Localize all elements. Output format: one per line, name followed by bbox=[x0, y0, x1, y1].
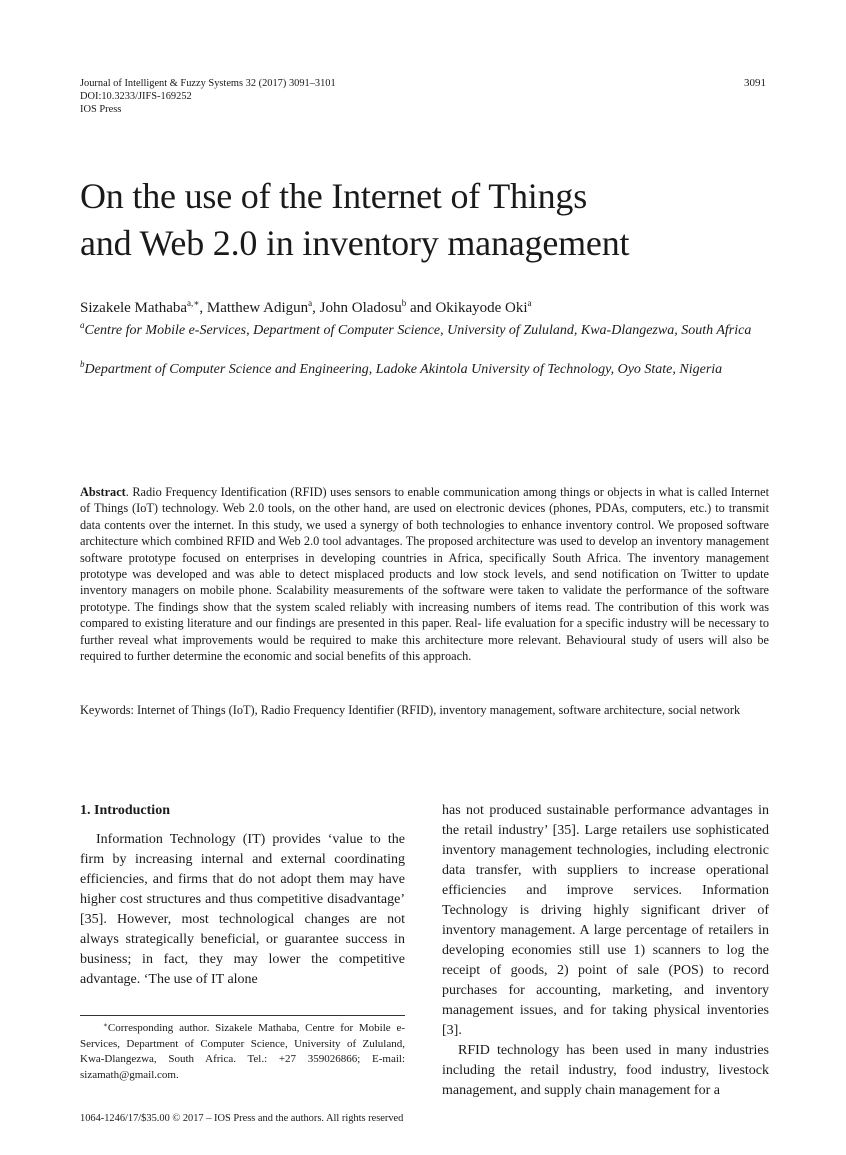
abstract-label: Abstract bbox=[80, 485, 126, 499]
author-affiliation-mark: a,∗ bbox=[187, 298, 200, 308]
author-separator: , bbox=[199, 300, 207, 316]
affiliation-text: Centre for Mobile e-Services, Department of Computer Science, University of Zululand, Kwa-Dlangezwa, South Africa bbox=[84, 323, 752, 338]
copyright-notice: 1064-1246/17/$35.00 © 2017 – IOS Press and the authors. All rights reserved bbox=[80, 1113, 404, 1124]
page-number: 3091 bbox=[744, 77, 766, 89]
abstract bbox=[80, 484, 769, 664]
author-separator: and bbox=[406, 300, 436, 316]
body-paragraph: Information Technology (IT) provides ‘value to the firm by increasing internal and external coordinating efficiencies, and firms that do not adopt them may have higher cost structures and thus competitive disadvantage’ [35]. However, most technological changes are not always strategically beneficial, or guarantee success in business; in fact, they may lower the competitive advantage. ‘The use of IT alone bbox=[80, 832, 405, 987]
keywords: Keywords: Internet of Things (IoT), Radio Frequency Identifier (RFID), inventory management, software architecture, social network bbox=[80, 703, 741, 717]
title-line-1: On the use of the Internet of Things bbox=[80, 176, 588, 216]
author-list bbox=[80, 299, 770, 318]
body-paragraph: RFID technology has been used in many industries including the retail industry, food industry, livestock management, and supply chain management for a bbox=[442, 1043, 769, 1098]
affiliation-mark: b bbox=[80, 359, 85, 369]
affiliation-a bbox=[80, 321, 770, 340]
author-name: Sizakele Mathaba bbox=[80, 300, 188, 316]
author-name: John Oladosu bbox=[319, 300, 402, 316]
author-affiliation-mark: a bbox=[308, 298, 313, 308]
footnote-divider bbox=[80, 1015, 405, 1016]
body-paragraph: has not produced sustainable performance advantages in the retail industry’ [35]. Large retailers use sophisticated inventory management technologies, including electronic data transfer, with suppliers to increase operational efficiencies and improve services. Information Technology is driving highly significant driver of inventory management. A large percentage of retailers in developing economies still use 1) scanners to log the receipt of goods, 2) point of sale (POS) to record purchases for accounting, marketing, and inventory management issues, and for taking physical inventories [3]. bbox=[442, 803, 769, 1038]
publisher: IOS Press bbox=[80, 104, 122, 115]
footnote-mark: ∗ bbox=[103, 1021, 108, 1029]
author-affiliation-mark: b bbox=[401, 298, 407, 308]
left-column bbox=[80, 801, 405, 990]
affiliation-b bbox=[80, 360, 770, 379]
title-line-2: and Web 2.0 in inventory management bbox=[80, 223, 630, 263]
footnote-text: Corresponding author. Sizakele Mathaba, Centre for Mobile e-Services, Department of Computer Science, University of Zululand, Kwa-Dlangezwa, South Africa. Tel.: +27 359026866; E-mail: sizamath@gmail.com. bbox=[80, 1022, 406, 1081]
author-affiliation-mark: a bbox=[527, 298, 532, 308]
affiliation-mark: a bbox=[80, 320, 85, 330]
corresponding-author-footnote bbox=[80, 1021, 405, 1083]
section-heading: 1. Introduction bbox=[80, 803, 170, 818]
journal-citation: Journal of Intelligent & Fuzzy Systems 32 (2017) 3091–3101 bbox=[80, 78, 336, 89]
paper-title bbox=[80, 173, 770, 267]
author-name: Okikayode Oki bbox=[435, 300, 528, 316]
abstract-text: . Radio Frequency Identification (RFID) uses sensors to enable communication among things or objects in what is called Internet of Things (IoT) technology. Web 2.0 tools, on the other hand, are used on electronic devices (phones, PDAs, computers, etc.) to transmit data contents over the internet. In this study, we used a synergy of both technologies to enhance inventory control. We proposed software architecture which combined RFID and Web 2.0 tool advantages. The proposed architecture was used to develop an inventory management software prototype focused on enterprises in developing countries in Africa, specifically South Africa. The inventory management prototype was developed and was able to detect misplaced products and low stock levels, and send notification on Twitter to update inventory managers on mobile phone. Scalability measurements of the software were taken to validate the performance of the software prototype. The findings show that the system scaled reliably with increasing numbers of items read. The contribution of this work was compared to existing literature and our findings are presented in this paper. Real- life evaluation for a specific industry will be necessary to further reveal what improvements would be required to make this architecture more relevant. Behavioural study of users will also be required to further determine the economic and social benefits of this approach. bbox=[80, 485, 769, 664]
author-name: Matthew Adigun bbox=[206, 300, 309, 316]
affiliation-text: Department of Computer Science and Engineering, Ladoke Akintola University of Technology, Oyo State, Nigeria bbox=[84, 362, 723, 377]
running-header bbox=[80, 77, 336, 116]
doi[interactable]: DOI:10.3233/JIFS-169252 bbox=[80, 91, 192, 102]
right-column bbox=[442, 801, 769, 1101]
author-separator: , bbox=[312, 300, 320, 316]
